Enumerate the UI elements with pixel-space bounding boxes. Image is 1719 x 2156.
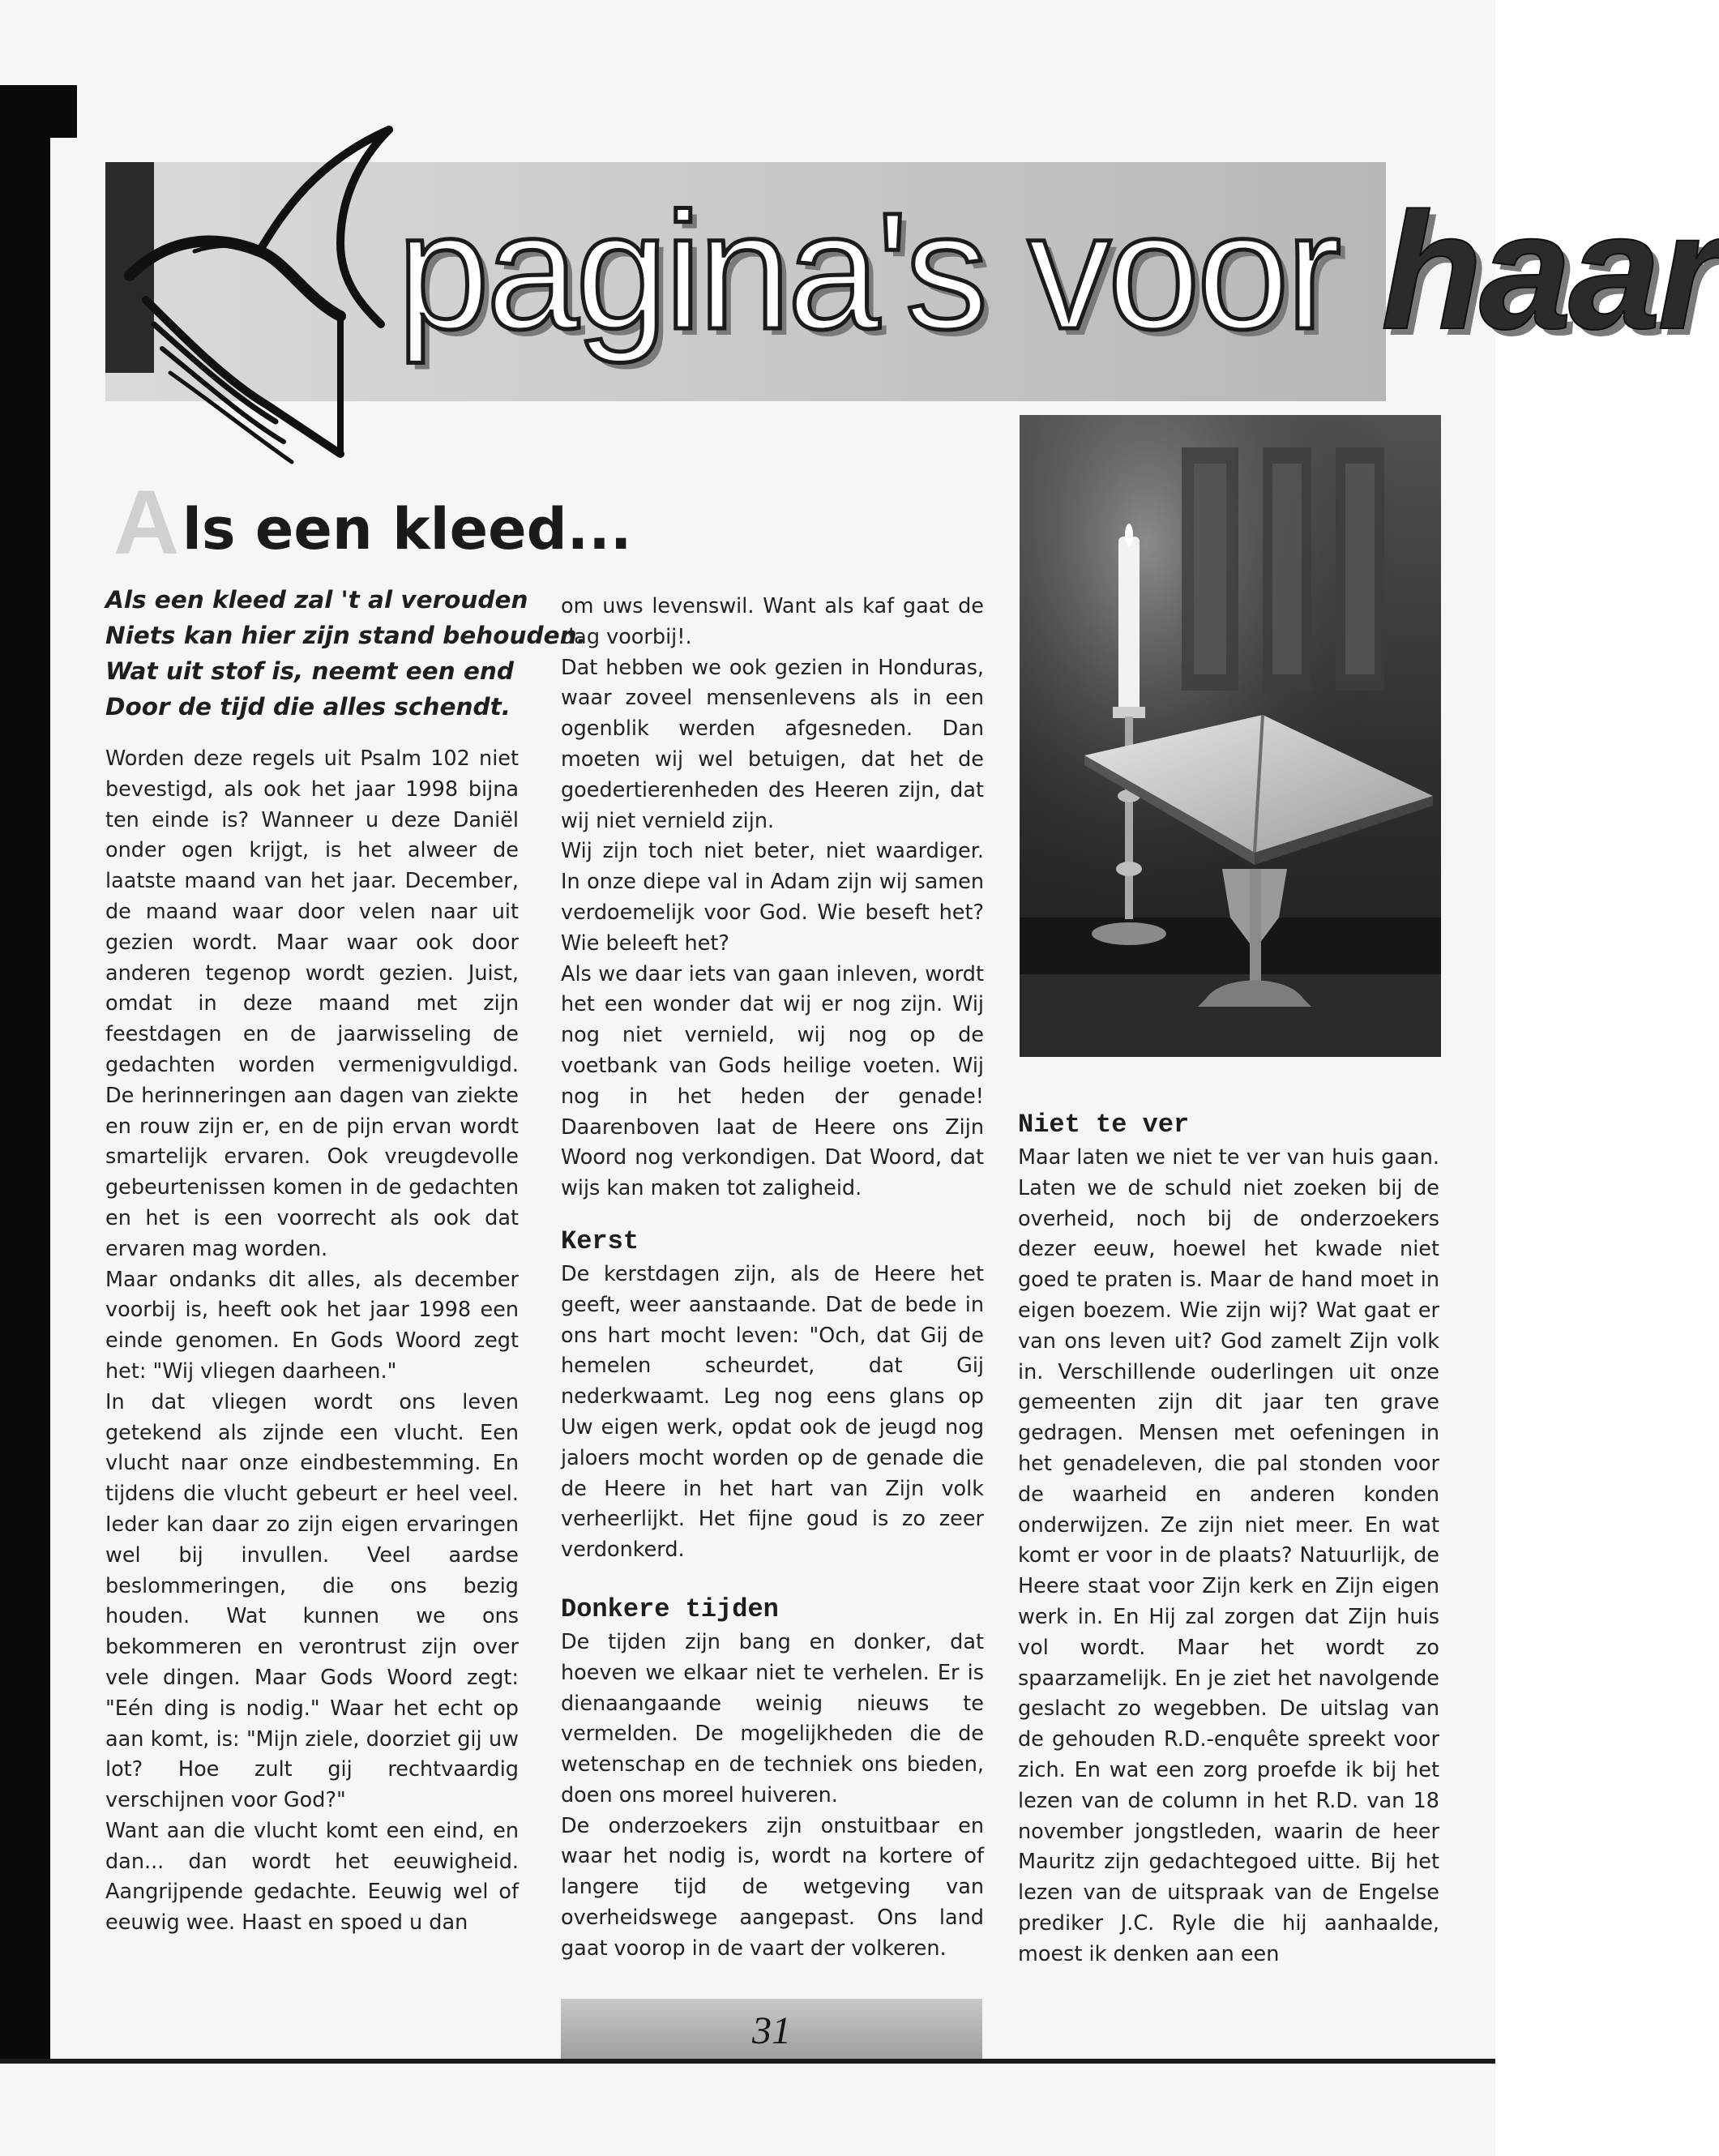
- paragraph: Maar ondanks dit alles, als december voorbij is, heeft ook het jaar 1998 een einde genomen. En Gods Woord zegt het: "Wij vliegen daarheen.": [105, 1267, 519, 1384]
- subheading-kerst: Kerst: [561, 1226, 639, 1256]
- scan-edge-notch: [0, 85, 77, 138]
- paragraph: In dat vliegen wordt ons leven getekend als zijnde een vlucht. Een vlucht naar onze eindbestemming. En tijdens die vlucht gebeurt er heel veel. Ieder kan daar zo zijn eigen ervaringen wel bij invullen. Veel aardse beslommeringen, die ons bezig houden. Wat kunnen we ons bekommeren en verontrust zijn over vele dingen. Maar Gods Woord zegt: "Eén ding is nodig." Waar het echt op aan komt, is: "Mijn ziele, doorziet gij uw lot? Hoe zult gij rechtvaardig verschijnen voor God?": [105, 1389, 519, 1813]
- paragraph: Want aan die vlucht komt een eind, en dan... dan wordt het eeuwigheid. Aangrijpende gedachte. Eeuwig wel of eeuwig wee. Haast en spoed u dan: [105, 1818, 519, 1936]
- open-book-icon: [97, 113, 438, 486]
- subheading-niet-te-ver: Niet te ver: [1018, 1110, 1190, 1140]
- section-title: [397, 166, 1719, 377]
- poem-line: Door de tijd die alles schendt.: [105, 693, 511, 721]
- poem-line: Niets kan hier zijn stand behouden.: [105, 622, 586, 649]
- paragraph: Dat hebben we ook gezien in Honduras, waar zoveel mensenlevens als in een ogenblik werden afgesneden. Dan moeten wij wel betuigen, dat het de goedertierenheden des Heeren zijn, dat wij niet vernield zijn.: [561, 655, 984, 833]
- article-column-1: [105, 744, 519, 1939]
- article-column-3: [1018, 1109, 1439, 1970]
- poem-line: Als een kleed zal 't al verouden: [105, 586, 528, 614]
- poem-quote: [105, 582, 586, 725]
- article-column-2: [561, 592, 984, 1965]
- article-title-dropcap: A: [113, 472, 179, 573]
- candle-bible-photo: [1020, 415, 1441, 1057]
- spacer: [561, 1566, 984, 1593]
- page-number: 31: [752, 2009, 791, 2052]
- paragraph: Wij zijn toch niet beter, niet waardiger. In onze diepe val in Adam zijn wij samen verdoemelijk voor God. Wie beseft het? Wie beleeft het?: [561, 839, 984, 956]
- subheading-donkere-tijden: Donkere tijden: [561, 1593, 779, 1624]
- paragraph: De onderzoekers zijn onstuitbaar en waar het nodig is, wordt na kortere of langere tijd de wetgeving van overheidswege aangepast. Ons land gaat voorop in de vaart der volkeren.: [561, 1813, 984, 1961]
- candle-and-bible-icon: [1020, 415, 1441, 1057]
- paragraph: Maar laten we niet te ver van huis gaan. Laten we de schuld niet zoeken bij de overheid, noch bij de onderzoekers dezer eeuw, hoewel het kwade niet goed te praten is. Maar de hand moet in eigen boezem. Wie zijn wij? Wat gaat er van ons leven uit? God zamelt Zijn volk in. Verschillende ouderlingen uit onze gemeenten zijn dit jaar ten grave gedragen. Mensen met oefeningen in het genadeleven, die pal stonden voor de waarheid en anderen konden onderwijzen. Ze zijn niet meer. En wat komt er voor in de plaats? Natuurlijk, de Heere staat voor Zijn kerk en Zijn eigen werk in. En Hij zal zorgen dat Zijn huis vol wordt. Maar het wordt zo spaarzamelijk. En je ziet het navolgende geslacht zo wegebben. De uitslag van de gehouden R.D.-enquête spreekt voor zich. En wat een zorg proefde ik bij het lezen van de column in het R.D. van 18 november jongstleden, waarin de heer Mauritz zijn gedachtegoed uitte. Bij het lezen van de uitspraak van de Engelse prediker J.C. Ryle die hij aanhaalde, moest ik denken aan een: [1018, 1145, 1439, 1966]
- section-title-bold: haar: [1380, 178, 1719, 364]
- paragraph: om uws levenswil. Want als kaf gaat de dag voorbij!.: [561, 594, 984, 649]
- bottom-rule: [0, 2059, 1495, 2064]
- spacer: [561, 1204, 984, 1226]
- paragraph: De tijden zijn bang en donker, dat hoeven we elkaar niet te verhelen. Er is dienaangaande weinig nieuws te vermelden. De mogelijkheden die de wetenschap en de techniek ons bieden, doen ons moreel huiveren.: [561, 1629, 984, 1807]
- scan-edge-left: [0, 85, 50, 2063]
- section-title-light: pagina's voor: [397, 178, 1338, 364]
- article-title-text: ls een kleed...: [182, 496, 632, 563]
- paragraph: Worden deze regels uit Psalm 102 niet bevestigd, als ook het jaar 1998 bijna ten einde is? Wanneer u deze Daniël onder ogen krijgt, is het alweer de laatste maand van het jaar. December, de maand waar door velen naar uit gezien wordt. Maar waar ook door anderen tegenop wordt gezien. Juist, omdat in deze maand met zijn feestdagen en de jaarwisseling de gedachten worden vermenigvuldigd. De herinneringen aan dagen van ziekte en rouw zijn er, en de pijn ervan wordt smartelijk ervaren. Ook vreugdevolle gebeurtenissen komen in de gedachten en het is een voorrecht als ook dat ervaren mag worden.: [105, 746, 519, 1261]
- paragraph: Als we daar iets van gaan inleven, wordt het een wonder dat wij er nog zijn. Wij nog niet vernield, wij nog op de voetbank van Gods heilige voeten. Wij nog in het heden der genade! Daarenboven laat de Heere ons Zijn Woord nog verkondigen. Dat Woord, dat wijs kan maken tot zaligheid.: [561, 961, 984, 1201]
- poem-line: Wat uit stof is, neemt een end: [105, 657, 515, 685]
- paragraph: De kerstdagen zijn, als de Heere het geeft, weer aanstaande. Dat de bede in ons hart mocht leven: "Och, dat Gij de hemelen scheurdet, dat Gij nederkwaamt. Leg nog eens glans op Uw eigen werk, opdat ook de jeugd nog jaloers mocht worden op de genade die de Heere in het hart van Zijn volk verheerlijkt. Het fijne goud is zo zeer verdonkerd.: [561, 1261, 984, 1563]
- article-title: [113, 472, 989, 573]
